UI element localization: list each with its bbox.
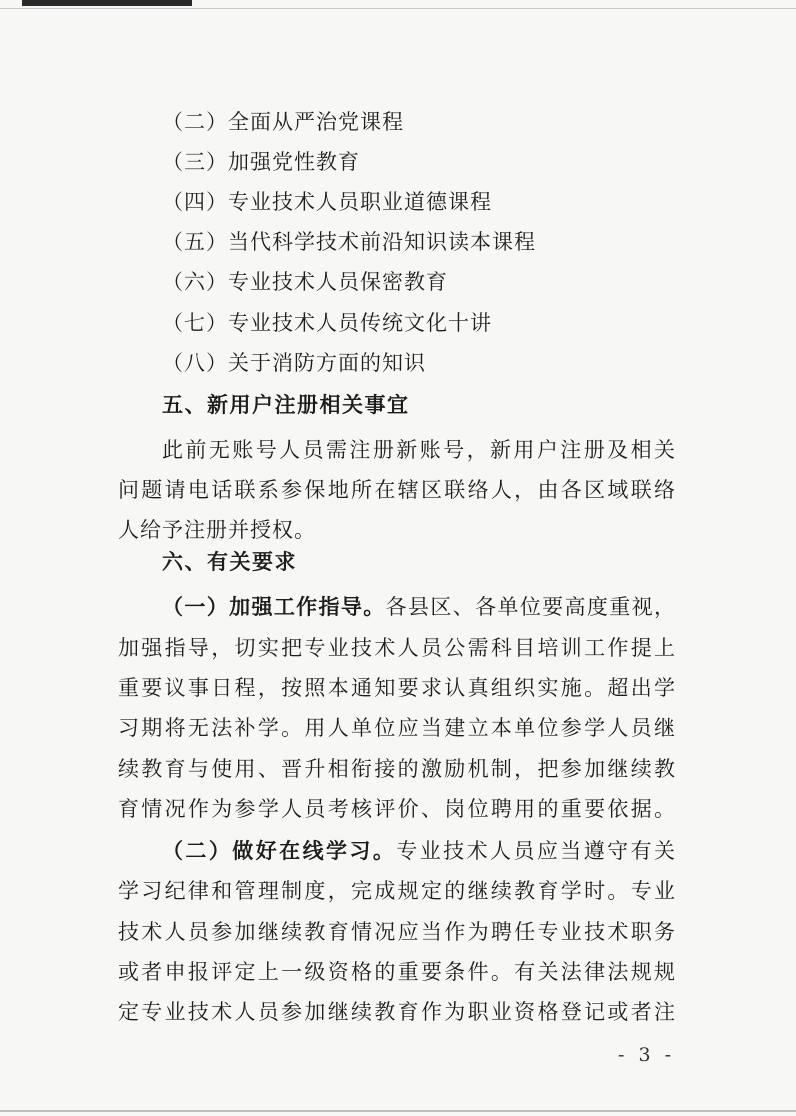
paragraph-line <box>162 839 676 863</box>
item-title: （一）加强工作指导。 <box>162 594 386 619</box>
paragraph-line: 续教育与使用、晋升相衔接的激励机制，把参加继续教 <box>118 757 676 781</box>
paragraph-line: 学习纪律和管理制度，完成规定的继续教育学时。专业 <box>118 879 676 903</box>
page-number: - 3 - <box>618 1044 676 1066</box>
paragraph-line <box>162 595 676 619</box>
paragraph-line: 加强指导，切实把专业技术人员公需科目培训工作提上 <box>118 636 676 660</box>
paragraph-line: 技术人员参加继续教育情况应当作为聘任专业技术职务 <box>118 920 676 944</box>
course-item: （六）专业技术人员保密教育 <box>162 270 448 294</box>
paragraph-line: 重要议事日程，按照本通知要求认真组织实施。超出学 <box>118 676 676 700</box>
section-heading: 六、有关要求 <box>162 550 297 574</box>
item-text: 各县区、各单位要高度重视， <box>385 595 677 619</box>
course-item: （三）加强党性教育 <box>162 150 360 174</box>
item-text: 专业技术人员应当遵守有关 <box>396 839 677 863</box>
scan-edge-line-bottom <box>0 1110 796 1112</box>
course-item: （七）专业技术人员传统文化十讲 <box>162 311 492 335</box>
paragraph-line: 问题请电话联系参保地所在辖区联络人，由各区域联络 <box>118 478 676 502</box>
section-heading: 五、新用户注册相关事宜 <box>162 393 410 417</box>
paragraph-line: 定专业技术人员参加继续教育作为职业资格登记或者注 <box>118 1000 676 1024</box>
paragraph-line: 习期将无法补学。用人单位应当建立本单位参学人员继 <box>118 716 676 740</box>
paragraph-line: 或者申报评定上一级资格的重要条件。有关法律法规规 <box>118 960 676 984</box>
paragraph-line: 此前无账号人员需注册新账号，新用户注册及相关 <box>162 438 676 462</box>
item-title: （二）做好在线学习。 <box>162 838 397 863</box>
course-item: （二）全面从严治党课程 <box>162 110 404 134</box>
course-item: （五）当代科学技术前沿知识读本课程 <box>162 230 536 254</box>
course-item: （八）关于消防方面的知识 <box>162 351 426 375</box>
paragraph-line: 人给予注册并授权。 <box>118 518 316 542</box>
paragraph-line: 育情况作为参学人员考核评价、岗位聘用的重要依据。 <box>118 797 676 821</box>
course-item: （四）专业技术人员职业道德课程 <box>162 190 492 214</box>
